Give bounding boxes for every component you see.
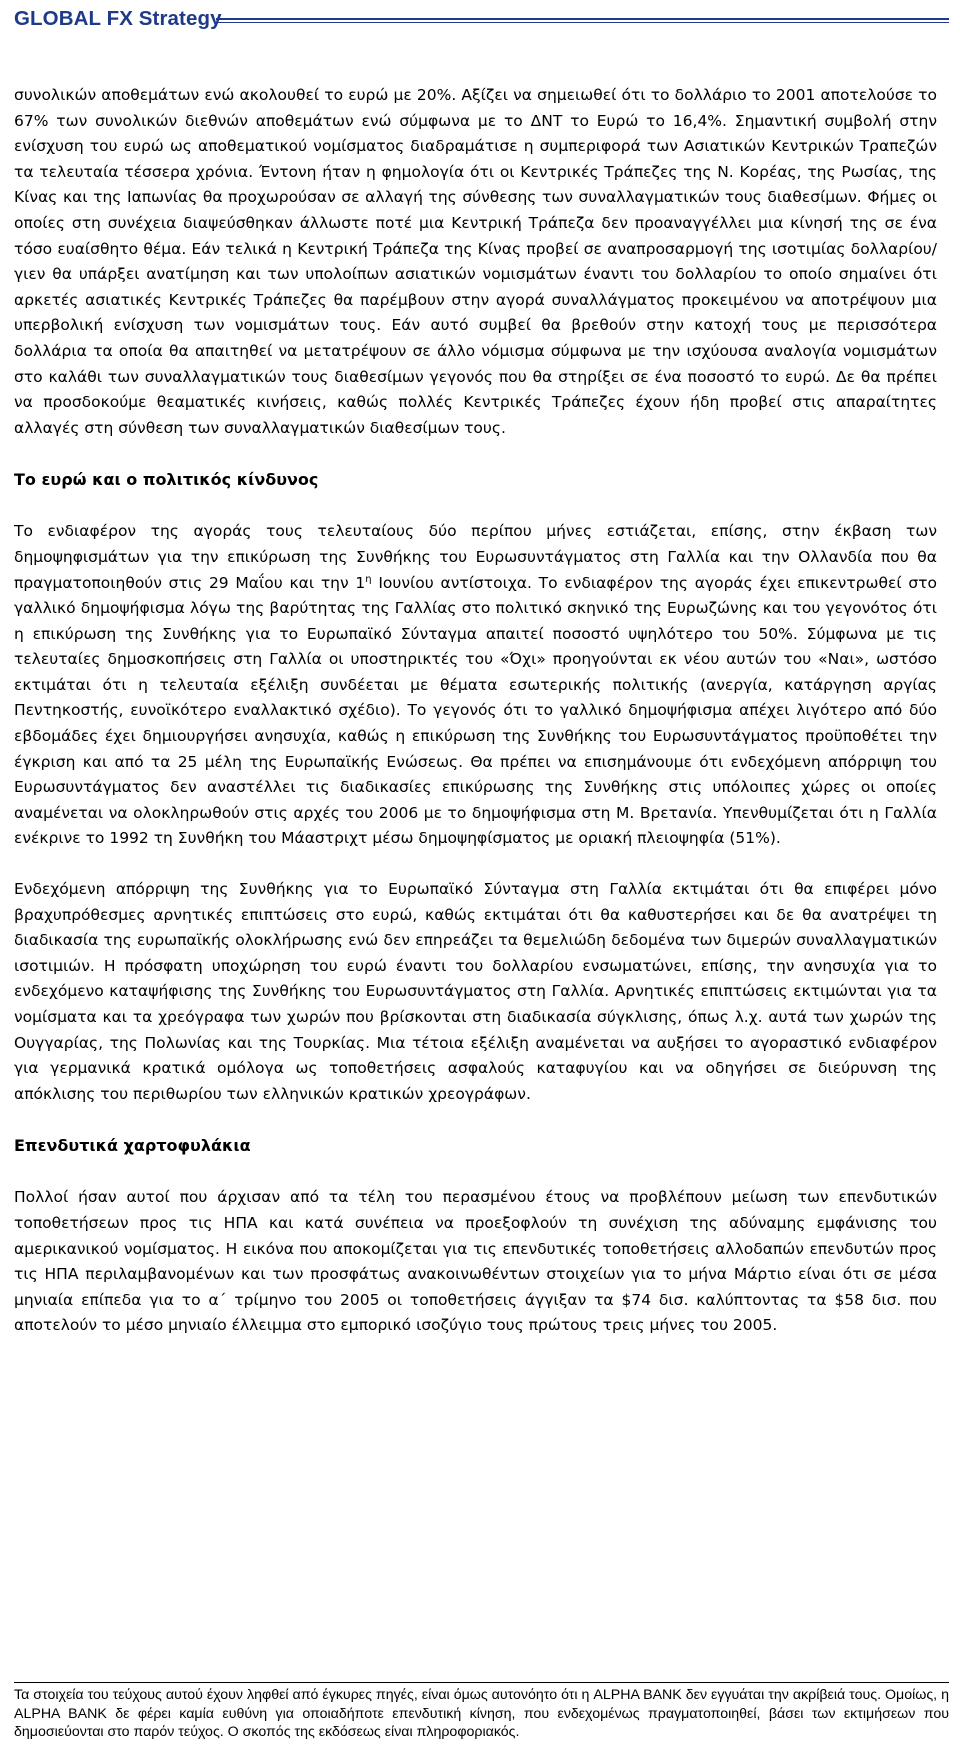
footer-disclaimer: Τα στοιχεία του τεύχους αυτού έχουν ληφθεί από έγκυρες πηγές, είναι όμως αυτονόητο ότι η ALPHA BANK δεν εγγυάται την ακρίβειά τους. Ομοίως, η ALPHA BANK δε φέρει καμία ευθύνη για οποιαδήποτε επενδυτική κίνηση, που ενδεχομένως πραγματοποιηθεί, βάσει των εκτιμήσεων που δημοσιεύονται στο παρόν τεύχος. Ο σκοπός της εκδόσεως είναι πληροφοριακός. bbox=[14, 1687, 949, 1741]
heading-investment-portfolios: Επενδυτικά χαρτοφυλάκια bbox=[14, 1136, 251, 1156]
paragraph-referendum-part2: Ιουνίου αντίστοιχα. Το ενδιαφέρον της αγοράς έχει επικεντρωθεί στο γαλλικό δημοψήφισμα λόγω της βαρύτητας της Γαλλίας στο πολιτικό σκηνικό της Ευρωζώνης και του γεγονότος ότι η επικύρωση της Συνθήκης για το Ευρωπαϊκό Σύνταγμα απαιτεί ποσοστό υψηλότερο του 50%. Σύμφωνα με τις τελευταίες δημοσκοπήσεις στη Γαλλία οι υποστηρικτές του «Όχι» προηγούνται εκ νέου αυτών του «Ναι», ωστόσο εκτιμάται ότι η τελευταία εξέλιξη συνδέεται με θέματα εσωτερικής πολιτικής (ανεργία, κατάργηση αργίας Πεντηκοστής, ευνοϊκότερο εναλλακτικό σχέδιο). Το γεγονός ότι το γαλλικό δημοψήφισμα απέχει λιγότερο από δύο εβδομάδες έχει δημιουργήσει ανησυχία, καθώς η επικύρωση της Συνθήκης του Ευρωσυντάγματος προϋποθέτει την έγκριση και από τα 25 μέλη της Ευρωπαϊκής Ενώσεως. Θα πρέπει να επισημάνουμε ότι ενδεχόμενη απόρριψη του Ευρωσυντάγματος δεν αναστέλλει τις διαδικασίες επικύρωσης της Συνθήκης στις υπόλοιπες χώρες οι οποίες αναμένεται να ολοκληρωθούν στις αρχές του 2006 με το δημοψήφισμα στη Μ. Βρετανία. Υπενθυμίζεται ότι η Γαλλία ενέκρινε το 1992 τη Συνθήκη του Μάαστριχτ μέσω δημοψηφίσματος με οριακή πλειοψηφία (51%). bbox=[14, 573, 937, 848]
paragraph-rejection-impact: Ενδεχόμενη απόρριψη της Συνθήκης για το Ευρωπαϊκό Σύνταγμα στη Γαλλία εκτιμάται ότι θα επιφέρει μόνο βραχυπρόθεσμες αρνητικές επιπτώσεις στο ευρώ, καθώς εκτιμάται ότι θα καθυστερήσει και δε θα ανατρέψει τη διαδικασία της ευρωπαϊκής ολοκλήρωσης ενώ δεν επηρεάζει τα θεμελιώδη δεδομένα των διμερών συναλλαγματικών ισοτιμιών. Η πρόσφατη υποχώρηση του ευρώ έναντι του δολλαρίου ενσωματώνει, επίσης, την ανησυχία για το ενδεχόμενο καταψήφισης της Συνθήκης του Ευρωσυντάγματος στη Γαλλία. Αρνητικές επιπτώσεις εκτιμώνται για τα νομίσματα και τα χρεόγραφα των χωρών που βρίσκονται στη διαδικασία σύγκλισης, όπως λ.χ. αυτά των χωρών της Ουγγαρίας, της Πολωνίας και της Τουρκίας. Μια τέτοια εξέλιξη αναμένεται να αυξήσει το αγοραστικό ενδιαφέρον για γερμανικά κρατικά ομόλογα ως τοποθετήσεις ασφαλούς καταφυγίου και να οδηγήσει σε διεύρυνση της απόκλισης του περιθωρίου των ελληνικών κρατικών χρεογράφων. bbox=[14, 880, 937, 1103]
page-footer bbox=[14, 1682, 949, 1742]
header-title: GLOBAL FX Strategy bbox=[14, 7, 222, 30]
ordinal-superscript: η bbox=[365, 573, 372, 585]
paragraph-reserves: συνολικών αποθεμάτων ενώ ακολουθεί το ευρώ με 20%. Αξίζει να σημειωθεί ότι το δολλάριο το 2001 αποτελούσε το 67% των συνολικών διεθνών αποθεμάτων ενώ σύμφωνα με το ΔΝΤ το Ευρώ το 16,4%. Σημαντική συμβολή στην ενίσχυση του ευρώ ως αποθεματικού νομίσματος διαδραμάτισε η συμπεριφορά των Ασιατικών Κεντρικών Τραπεζών τα τελευταία τέσσερα χρόνια. Έντονη ήταν η φημολογία ότι οι Κεντρικές Τράπεζες της Ν. Κορέας, της Ρωσίας, της Κίνας και της Ιαπωνίας θα προχωρούσαν σε αλλαγή της σύνθεσης των συναλλαγματικών τους διαθεσίμων. Φήμες οι οποίες στη συνέχεια διαψεύσθηκαν άλλωστε ποτέ μια Κεντρική Τράπεζα δεν προαναγγέλλει μια κίνησή της σε ένα τόσο ευαίσθητο θέμα. Εάν τελικά η Κεντρική Τράπεζα της Κίνας προβεί σε αναπροσαρμογή της ισοτιμίας δολλαρίου/γιεν θα υπάρξει ανατίμηση και των υπολοίπων ασιατικών νομισμάτων έναντι του δολλαρίου το οποίο σημαίνει ότι αρκετές ασιατικές Κεντρικές Τράπεζες θα παρέμβουν στην αγορά συναλλάγματος προκειμένου να αποτρέψουν μια υπερβολική ενίσχυση των νομισμάτων τους. Εάν αυτό συμβεί θα βρεθούν στην κατοχή τους με περισσότερα δολλάρια τα οποία θα απαιτηθεί να μετατρέψουν σε άλλο νόμισμα σύμφωνα με την ισχύουσα αναλογία νομισμάτων στο καλάθι των συναλλαγματικών τους διαθεσίμων γεγονός που θα στηρίξει σε ένα ποσοστό το ευρώ. Δε θα πρέπει να προσδοκούμε θεαματικές κινήσεις, καθώς πολλές Κεντρικές Τράπεζες έχουν ήδη προβεί στις απαραίτητες αλλαγές στη σύνθεση των συναλλαγματικών διαθεσίμων τους. bbox=[14, 86, 937, 437]
paragraph-referendum-part1: Το ενδιαφέρον της αγοράς τους τελευταίους δύο περίπου μήνες εστιάζεται, επίσης, στην έκβαση των δημοψηφισμάτων για την επικύρωση της Συνθήκης του Ευρωσυντάγματος στη Γαλλία και την Ολλανδία που θα πραγματοποιηθούν στις 29 Μαΐου και την 1 bbox=[14, 522, 937, 592]
article-body bbox=[14, 83, 937, 1339]
paragraph-referendum bbox=[14, 519, 937, 852]
heading-political-risk: Το ευρώ και ο πολιτικός κίνδυνος bbox=[14, 470, 319, 490]
header-rule bbox=[216, 18, 949, 20]
footer-rule bbox=[14, 1682, 949, 1683]
header-rule-thin bbox=[216, 22, 949, 23]
page-header bbox=[14, 4, 949, 34]
paragraph-portfolios: Πολλοί ήσαν αυτοί που άρχισαν από τα τέλη του περασμένου έτους να προβλέπουν μείωση των επενδυτικών τοποθετήσεων προς τις ΗΠΑ και κατά συνέπεια να προεξοφλούν τη συνέχιση της αδύναμης εμφάνισης του αμερικανικού νομίσματος. Η εικόνα που αποκομίζεται για τις επενδυτικές τοποθετήσεις αλλοδαπών επενδυτών προς τις ΗΠΑ περιλαμβανομένων και των προσφάτως ανακοινωθέντων στοιχείων για το μήνα Μάρτιο είναι ότι σε μέσα μηνιαία επίπεδα για το α΄ τρίμηνο του 2005 οι τοποθετήσεις άγγιξαν τα $74 δισ. καλύπτοντας τα $58 δισ. που αποτελούν το μέσο μηνιαίο έλλειμμα στο εμπορικό ισοζύγιο τους πρώτους τρεις μήνες του 2005. bbox=[14, 1188, 937, 1335]
